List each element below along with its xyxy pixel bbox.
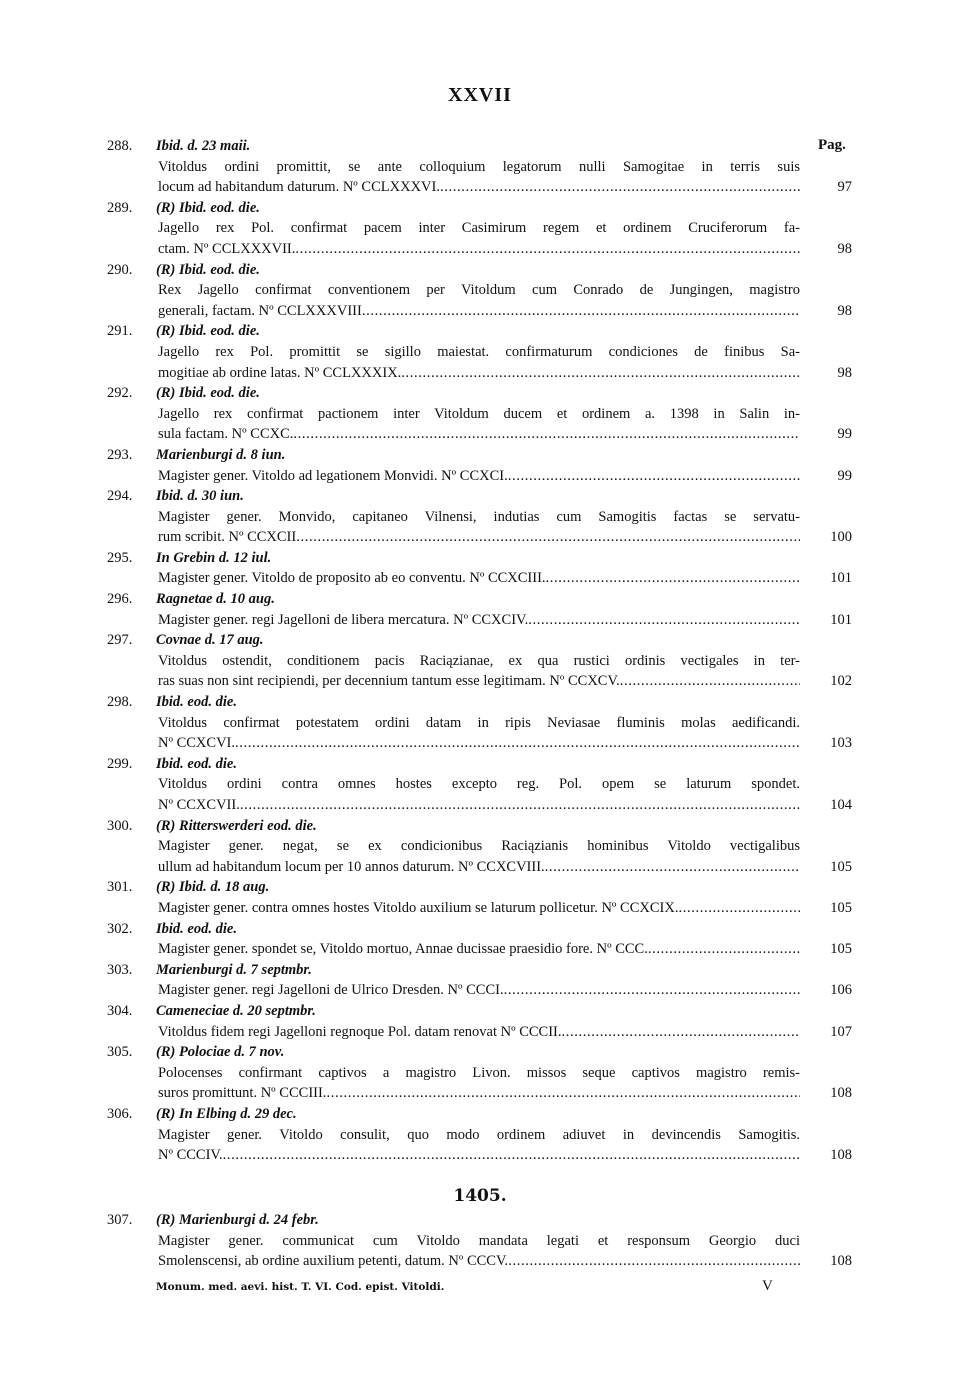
entry-heading-row — [0, 548, 960, 569]
leader-dots — [504, 980, 800, 1001]
entry-heading: Marienburgi d. 8 iun. — [156, 446, 286, 463]
entry-page: 98 — [837, 302, 852, 319]
entry-page: 102 — [830, 673, 852, 690]
list-item — [0, 486, 960, 548]
entry-text-row — [0, 1231, 960, 1252]
entry-last-row — [0, 1022, 960, 1043]
entry-page: 98 — [837, 240, 852, 257]
entry-text: Vitoldus ostendit, conditionem pacis Raciązianae, ex qua rustici ordinis vectigales in ter- — [158, 652, 800, 669]
entry-heading: Covnae d. 17 aug. — [156, 632, 264, 649]
entry-page: 105 — [830, 858, 852, 875]
list-item — [0, 260, 960, 322]
entry-heading-row — [0, 630, 960, 651]
entry-text: Nº CCXCVI. — [158, 735, 236, 752]
entry-last-line — [158, 795, 800, 816]
entry-heading-row — [0, 260, 960, 281]
entry-page: 103 — [830, 735, 852, 752]
list-item — [0, 1210, 960, 1272]
entry-number: 307. — [107, 1212, 133, 1228]
entry-text: Magister gener. negat, se ex condicionibus Raciązianis hominibus Vitoldo vectigalibus — [158, 838, 800, 855]
entry-last-row — [0, 980, 960, 1001]
entry-heading-row — [0, 919, 960, 940]
entry-page: 105 — [830, 941, 852, 958]
entry-last-line — [158, 424, 800, 445]
entry-text-row — [0, 713, 960, 734]
entry-last-row — [0, 795, 960, 816]
entry-number: 291. — [107, 323, 133, 340]
entry-last-row — [0, 898, 960, 919]
entry-last-line — [158, 527, 800, 548]
entry-text: Magister gener. regi Jagelloni de Ulrico Dresden. Nº CCCI. — [158, 982, 504, 999]
list-item — [0, 445, 960, 486]
entry-text: Vitoldus fidem regi Jagelloni regnoque Pol. datam renovat Nº CCCII. — [158, 1023, 562, 1040]
leader-dots — [545, 857, 800, 878]
list-item — [0, 1104, 960, 1166]
entry-heading: (R) Ibid. d. 18 aug. — [156, 879, 270, 896]
list-item — [0, 548, 960, 589]
entry-text: Jagello rex confirmat pactionem inter Vitoldum ducem et ordinem a. 1398 in Salin in- — [158, 405, 800, 422]
entry-heading-row — [0, 136, 960, 157]
entry-text: Nº CCCIV. — [158, 1147, 223, 1164]
entry-text: Jagello rex Pol. promittit se sigillo maiestat. confirmaturum condiciones de finibus Sa- — [158, 343, 800, 360]
entry-last-row — [0, 610, 960, 631]
leader-dots — [648, 939, 800, 960]
entry-heading: Ibid. eod. die. — [156, 755, 237, 772]
entry-last-line — [158, 363, 800, 384]
entry-heading: Marienburgi d. 7 septmbr. — [156, 961, 312, 978]
entry-heading-row — [0, 198, 960, 219]
list-item — [0, 692, 960, 754]
entry-last-row — [0, 733, 960, 754]
list-item — [0, 1001, 960, 1042]
entry-text: Magister gener. regi Jagelloni de libera mercatura. Nº CCXCIV. — [158, 611, 529, 628]
entry-text: sula factam. Nº CCXC. — [158, 426, 294, 443]
entry-heading: Ragnetae d. 10 aug. — [156, 591, 275, 608]
entry-number: 298. — [107, 694, 133, 711]
entry-text-row — [0, 774, 960, 795]
entry-text: ctam. Nº CCLXXXVII. — [158, 240, 296, 257]
entry-number: 289. — [107, 199, 133, 216]
entry-number: 296. — [107, 591, 133, 608]
entry-text: Vitoldus ordini contra omnes hostes excepto reg. Pol. opem se laturum spondet. — [158, 776, 800, 793]
entry-heading: Cameneciae d. 20 septmbr. — [156, 1002, 316, 1019]
entry-text-row — [0, 404, 960, 425]
entry-heading-row — [0, 1210, 960, 1231]
entry-text: generali, factam. Nº CCLXXXVIII — [158, 302, 362, 319]
entry-text: mogitiae ab ordine latas. Nº CCLXXXIX. — [158, 364, 402, 381]
entry-heading: (R) Marienburgi d. 24 febr. — [156, 1212, 319, 1228]
entry-heading: (R) In Elbing d. 29 dec. — [156, 1105, 297, 1122]
leader-dots — [240, 795, 800, 816]
entry-page: 108 — [830, 1253, 852, 1270]
entries-list — [0, 136, 960, 1166]
entry-number: 295. — [107, 549, 133, 566]
entry-text: Jagello rex Pol. confirmat pacem inter Casimirum regem et ordinem Cruciferorum fa- — [158, 220, 800, 237]
list-item — [0, 589, 960, 630]
list-item — [0, 383, 960, 445]
entry-page: 104 — [830, 797, 852, 813]
footer-source: Monum. med. aevi. hist. T. VI. Cod. epist. Vitoldi. — [156, 1281, 445, 1293]
entry-last-line — [158, 301, 800, 322]
entry-last-row — [0, 424, 960, 445]
entry-page: 108 — [830, 1085, 852, 1102]
entry-last-row — [0, 857, 960, 878]
entry-last-line — [158, 980, 800, 1001]
leader-dots — [508, 1251, 800, 1272]
entry-heading-row — [0, 960, 960, 981]
entry-text-row — [0, 836, 960, 857]
entry-page: 99 — [837, 426, 852, 443]
leader-dots — [235, 733, 800, 754]
entry-heading-row — [0, 486, 960, 507]
entry-last-line — [158, 733, 800, 754]
list-item — [0, 1042, 960, 1104]
entry-number: 303. — [107, 961, 133, 978]
entry-text: suros promittunt. Nº CCCIII. — [158, 1085, 327, 1102]
entry-last-line — [158, 1083, 800, 1104]
entry-text-row — [0, 1125, 960, 1146]
entry-number: 300. — [107, 817, 133, 834]
entry-heading: (R) Polociae d. 7 nov. — [156, 1044, 285, 1061]
entry-text-row — [0, 651, 960, 672]
entry-number: 304. — [107, 1002, 133, 1019]
leader-dots — [528, 610, 800, 631]
entry-text-row — [0, 1063, 960, 1084]
entry-last-row — [0, 1083, 960, 1104]
entry-text: Polocenses confirmant captivos a magistro Livon. missos seque captivos magistro remis- — [158, 1064, 800, 1081]
entry-page: 107 — [830, 1023, 852, 1040]
entry-heading-row — [0, 816, 960, 837]
entry-last-row — [0, 301, 960, 322]
entry-text: Magister gener. Monvido, capitaneo Vilnensi, indutias cum Samogitis factas se servatu- — [158, 508, 800, 525]
entry-page: 99 — [837, 467, 852, 484]
leader-dots — [508, 466, 800, 487]
list-item — [0, 816, 960, 878]
entry-heading: Ibid. eod. die. — [156, 694, 237, 711]
entry-last-line — [158, 1022, 800, 1043]
entry-last-line — [158, 177, 800, 198]
entry-heading: Ibid. d. 23 maii. — [156, 138, 251, 154]
entry-text: Vitoldus ordini promittit, se ante colloquium legatorum nulli Samogitae in terris suis — [158, 158, 800, 175]
leader-dots — [362, 301, 800, 322]
entry-text-row — [0, 507, 960, 528]
list-item — [0, 630, 960, 692]
leader-dots — [546, 568, 800, 589]
list-item — [0, 754, 960, 816]
entry-number: 297. — [107, 632, 133, 649]
entry-number: 306. — [107, 1105, 133, 1122]
entry-text: ullum ad habitandum locum per 10 annos daturum. Nº CCXCVIII. — [158, 858, 545, 875]
entry-text: Vitoldus confirmat potestatem ordini datam in ripis Neviasae fluminis molas aedificandi. — [158, 714, 800, 731]
entry-heading-row — [0, 1001, 960, 1022]
entry-page: 100 — [830, 529, 852, 546]
entry-heading-row — [0, 383, 960, 404]
leader-dots — [620, 671, 800, 692]
entry-last-row — [0, 527, 960, 548]
entry-last-row — [0, 177, 960, 198]
entry-heading-row — [0, 692, 960, 713]
entry-text: Nº CCXCVII. — [158, 797, 240, 813]
leader-dots — [293, 424, 800, 445]
list-item — [0, 960, 960, 1001]
entry-last-line — [158, 568, 800, 589]
footer-signature: V — [762, 1278, 773, 1294]
entry-last-line — [158, 857, 800, 878]
leader-dots — [295, 239, 800, 260]
entry-number: 299. — [107, 755, 133, 772]
entry-text: locum ad habitandum daturum. Nº CCLXXXVI. — [158, 179, 440, 196]
entry-page: 106 — [830, 982, 852, 999]
entry-text-row — [0, 342, 960, 363]
entry-heading: (R) Ritterswerderi eod. die. — [156, 817, 317, 834]
entry-page: 98 — [837, 364, 852, 381]
entry-last-row — [0, 1251, 960, 1272]
entry-number: 292. — [107, 385, 133, 402]
entry-number: 301. — [107, 879, 133, 896]
entry-last-row — [0, 939, 960, 960]
entry-number: 288. — [107, 138, 133, 154]
entry-number: 293. — [107, 446, 133, 463]
entry-last-line — [158, 1145, 800, 1166]
entry-text: Magister gener. contra omnes hostes Vitoldo auxilium se laturum pollicetur. Nº CCXCIX. — [158, 899, 679, 916]
page-number: XXVII — [448, 84, 512, 106]
entry-page: 101 — [830, 570, 852, 587]
entry-text: Magister gener. Vitoldo ad legationem Monvidi. Nº CCXCI. — [158, 467, 508, 484]
leader-dots — [440, 177, 800, 198]
leader-dots — [562, 1022, 800, 1043]
entry-last-line — [158, 939, 800, 960]
entry-last-line — [158, 610, 800, 631]
entry-heading: (R) Ibid. eod. die. — [156, 323, 260, 340]
list-item — [0, 919, 960, 960]
leader-dots — [326, 1083, 800, 1104]
entry-heading: Ibid. eod. die. — [156, 920, 237, 937]
entry-last-row — [0, 466, 960, 487]
entry-text: ras suas non sint recipiendi, per decennium tantum esse legitimam. Nº CCXCV. — [158, 673, 620, 690]
entry-text: Rex Jagello confirmat conventionem per Vitoldum cum Conrado de Jungingen, magistro — [158, 282, 800, 299]
entry-number: 290. — [107, 261, 133, 278]
entry-heading-row — [0, 1104, 960, 1125]
entry-last-row — [0, 1145, 960, 1166]
entry-heading-row — [0, 877, 960, 898]
entry-number: 294. — [107, 488, 133, 505]
entry-last-row — [0, 239, 960, 260]
leader-dots — [223, 1145, 800, 1166]
entry-last-line — [158, 898, 800, 919]
year-heading: 1405. — [453, 1186, 507, 1206]
entry-heading-row — [0, 589, 960, 610]
list-item — [0, 198, 960, 260]
page-column-label: Pag. — [818, 137, 846, 153]
entry-text-row — [0, 218, 960, 239]
entry-heading-row — [0, 445, 960, 466]
entry-text-row — [0, 157, 960, 178]
entry-last-line — [158, 671, 800, 692]
list-item — [0, 136, 960, 198]
entry-heading: In Grebin d. 12 iul. — [156, 549, 272, 566]
entry-text: Magister gener. Vitoldo de proposito ab eo conventu. Nº CCXCIII. — [158, 570, 546, 587]
entry-last-line — [158, 1251, 800, 1272]
entry-number: 302. — [107, 920, 133, 937]
leader-dots — [678, 898, 800, 919]
entry-page: 105 — [830, 899, 852, 916]
entry-last-row — [0, 671, 960, 692]
entry-text: Smolenscensi, ab ordine auxilium petenti, datum. Nº CCCV. — [158, 1253, 509, 1270]
entry-text-row — [0, 280, 960, 301]
list-item — [0, 321, 960, 383]
entry-heading: (R) Ibid. eod. die. — [156, 199, 260, 216]
entries-list-1405 — [0, 1210, 960, 1272]
entry-page: 108 — [830, 1147, 852, 1164]
entry-last-row — [0, 363, 960, 384]
entry-page: 97 — [837, 179, 852, 196]
entry-heading: (R) Ibid. eod. die. — [156, 385, 260, 402]
entry-text: Magister gener. communicat cum Vitoldo mandata legati et responsum Georgio duci — [158, 1232, 800, 1249]
entry-heading: Ibid. d. 30 iun. — [156, 488, 244, 505]
leader-dots — [401, 363, 800, 384]
entry-text: rum scribit. Nº CCXCII — [158, 529, 297, 546]
entry-heading: (R) Ibid. eod. die. — [156, 261, 260, 278]
entry-heading-row — [0, 1042, 960, 1063]
list-item — [0, 877, 960, 918]
entry-page: 101 — [830, 611, 852, 628]
entry-heading-row — [0, 754, 960, 775]
entry-heading-row — [0, 321, 960, 342]
entry-last-line — [158, 466, 800, 487]
entry-text: Magister gener. spondet se, Vitoldo mortuo, Annae ducissae praesidio fore. Nº CCC. — [158, 941, 648, 958]
entry-last-line — [158, 239, 800, 260]
entry-number: 305. — [107, 1044, 133, 1061]
leader-dots — [296, 527, 800, 548]
entry-last-row — [0, 568, 960, 589]
entry-text: Magister gener. Vitoldo consulit, quo modo ordinem adiuvet in devincendis Samogitis. — [158, 1126, 800, 1143]
